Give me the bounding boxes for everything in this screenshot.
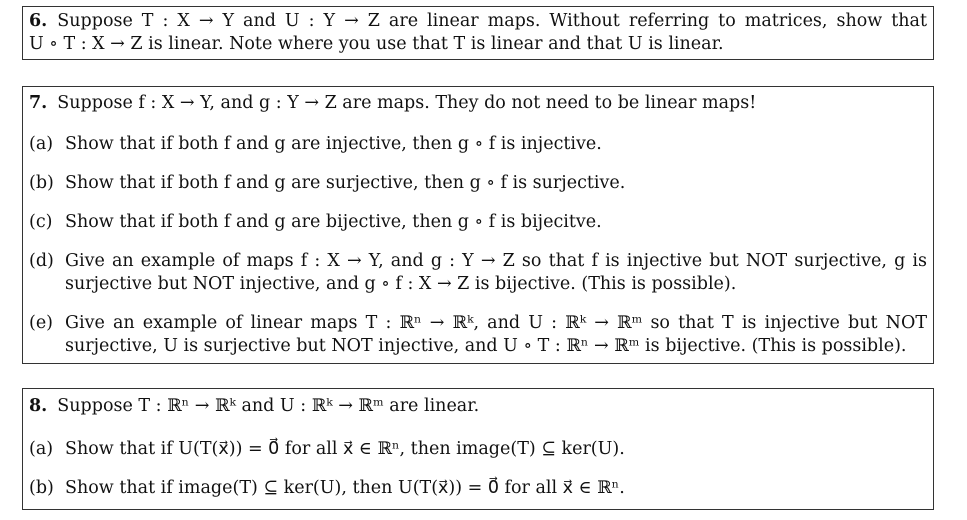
problem-7e-line-1 xyxy=(29,312,927,335)
part-label: (b) xyxy=(29,478,54,498)
problem-7-number: 7. xyxy=(29,93,48,113)
problem-7b xyxy=(29,172,927,195)
part-text: Show that if both f and g are injective, then g ∘ f is injective. xyxy=(65,134,602,154)
problem-8-intro: Suppose T : ℝⁿ → ℝᵏ and U : ℝᵏ → ℝᵐ are linear. xyxy=(57,396,480,416)
part-label: (d) xyxy=(29,251,54,271)
part-label: (a) xyxy=(29,134,54,154)
problem-6-line-1 xyxy=(29,10,927,33)
part-text: Show that if both f and g are surjective, then g ∘ f is surjective. xyxy=(65,173,626,193)
problem-6-line-2: U ∘ T : X → Z is linear. Note where you use that T is linear and that U is linear. xyxy=(29,34,724,54)
problem-8-number: 8. xyxy=(29,396,48,416)
problem-7-intro: Suppose f : X → Y, and g : Y → Z are maps. They do not need to be linear maps! xyxy=(57,93,757,113)
problem-7d-line-1 xyxy=(29,250,927,273)
problem-6-box xyxy=(22,6,934,60)
part-text: Show that if U(T(x⃗)) = 0⃗ for all x⃗ ∈ ℝⁿ, then image(T) ⊆ ker(U). xyxy=(65,439,625,459)
problem-7-box xyxy=(22,86,934,364)
part-label: (c) xyxy=(29,212,53,232)
part-text: Show that if both f and g are bijective, then g ∘ f is bijecitve. xyxy=(65,212,602,232)
problem-7c xyxy=(29,211,927,234)
problem-8-intro-line xyxy=(29,395,927,418)
problem-8a xyxy=(29,438,927,461)
problem-7e-line-2: surjective, U is surjective but NOT injective, and U ∘ T : ℝⁿ → ℝᵐ is bijective. (This is possible). xyxy=(65,336,907,356)
part-label: (a) xyxy=(29,439,54,459)
problem-8b xyxy=(29,477,927,500)
part-text: Show that if image(T) ⊆ ker(U), then U(T(x⃗)) = 0⃗ for all x⃗ ∈ ℝⁿ. xyxy=(65,478,625,498)
part-label: (e) xyxy=(29,313,54,333)
problem-7-intro-line xyxy=(29,92,927,115)
problem-7d-line-2: surjective but NOT injective, and g ∘ f : X → Z is bijective. (This is possible). xyxy=(65,274,737,294)
problem-6-text-1: Suppose T : X → Y and U : Y → Z are linear maps. Without referring to matrices, show that xyxy=(57,11,927,31)
part-text: Give an example of maps f : X → Y, and g : Y → Z so that f is injective but NOT surjective, g is xyxy=(65,251,927,271)
part-text: Give an example of linear maps T : ℝⁿ → ℝᵏ, and U : ℝᵏ → ℝᵐ so that T is injective but NOT xyxy=(65,313,927,333)
problem-8-box xyxy=(22,388,934,510)
problem-7a xyxy=(29,133,927,156)
part-label: (b) xyxy=(29,173,54,193)
problem-6-number: 6. xyxy=(29,11,48,31)
